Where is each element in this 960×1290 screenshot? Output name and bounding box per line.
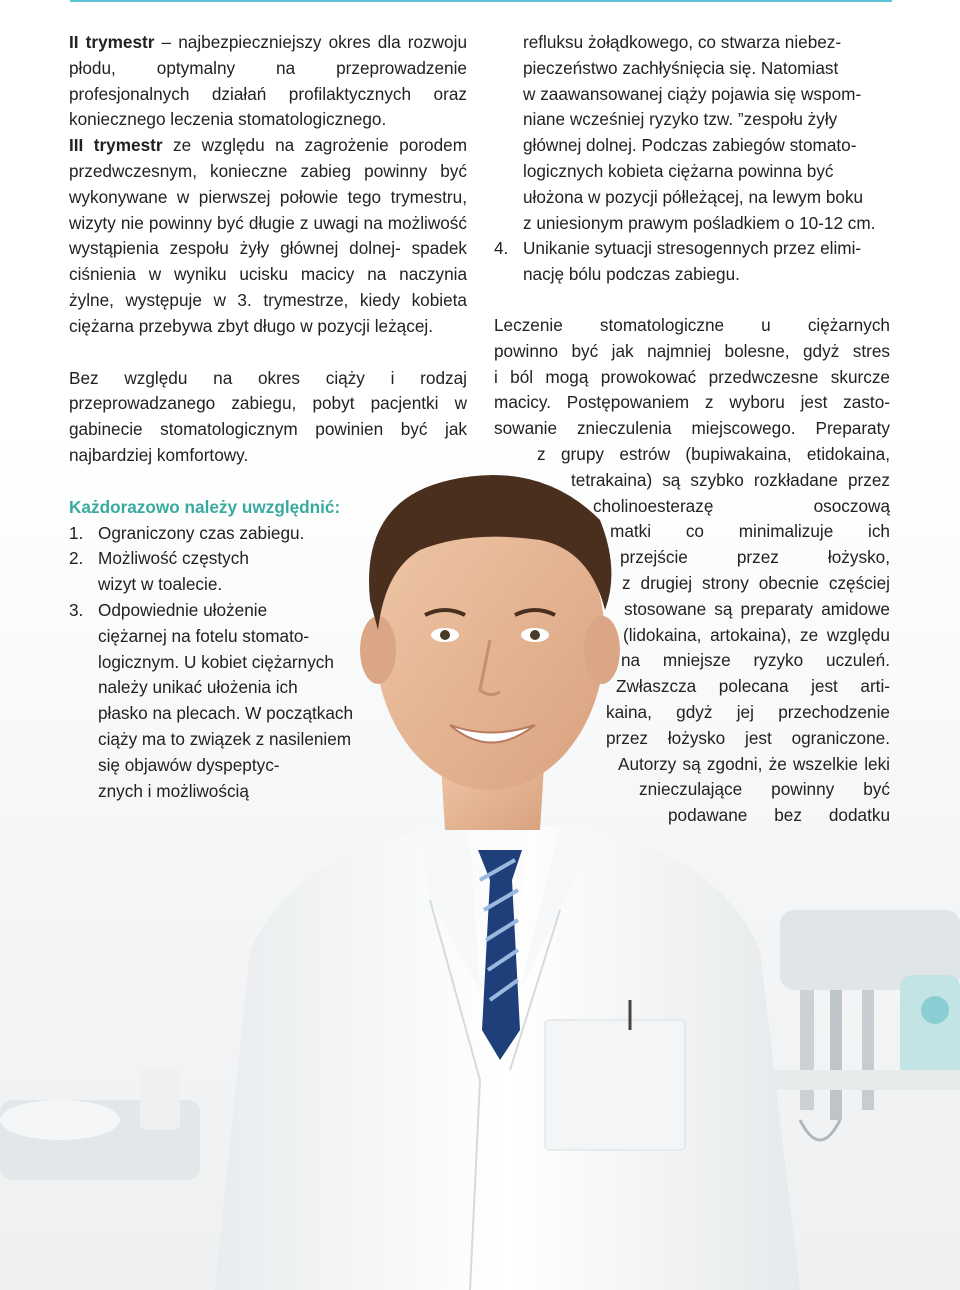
trimester-2-text: – najbezpieczniejszy okres dla rozwoju płodu, optymalny na przeprowadzenie profesjonalnych działań profilaktycznych oraz koniecznego leczenia stomatologicznego. — [69, 32, 467, 130]
continuation-line: z uniesionym prawym pośladkiem o 10-12 cm. — [523, 212, 876, 233]
paragraph-line: (lidokaina, artokaina), ze względu — [623, 624, 890, 645]
left-column — [69, 30, 467, 804]
trimester-3-label: III trymestr — [69, 135, 163, 156]
list-item — [494, 236, 890, 288]
list-item-line: wizyt w toalecie. — [98, 574, 223, 595]
continuation-line: pieczeństwo zachłyśnięcia się. Natomiast — [523, 57, 839, 78]
list-item-number: 4. — [494, 238, 509, 259]
paragraph-line: z drugiej strony obecnie częściej — [622, 572, 890, 593]
continuation-line: głównej dolnej. Podczas zabiegów stomato- — [523, 135, 857, 156]
paragraph-line: kaina, gdyż jej przechodzenie — [606, 701, 890, 722]
list-item-line: Możliwość częstych — [98, 548, 249, 569]
paragraph-comfort: Bez względu na okres ciąży i rodzaj przeprowadzanego zabiegu, pobyt pacjentki w gabinecie stomatologicznym powinien być jak najbardziej komfortowy. — [69, 367, 467, 465]
list-item-text: Ograniczony czas zabiegu. — [98, 522, 305, 543]
list-item-line: ciężarnej na fotelu stomato- — [98, 625, 310, 646]
paragraph-trimester-2 — [69, 30, 467, 133]
paragraph-line: macicy. Postępowaniem z wyboru jest zasto- — [494, 392, 890, 413]
trimester-2-label: II trymestr — [69, 32, 155, 52]
paragraph-anesthesia — [494, 313, 890, 829]
list-item-line: znych i możliwością — [98, 780, 249, 801]
right-column — [494, 30, 890, 829]
list-item-line: ciąży ma to związek z nasileniem — [98, 728, 352, 749]
considerations-list-continued — [494, 236, 890, 288]
list-item-line: Odpowiednie ułożenie — [98, 599, 268, 620]
continuation-line: ułożona w pozycji półleżącej, na lewym boku — [523, 186, 864, 207]
list-item-line: Unikanie sytuacji stresogennych przez elimi- — [523, 238, 862, 259]
list-item — [69, 598, 467, 804]
list-item-line: się objawów dyspeptyc- — [98, 754, 280, 775]
list-item-number: 2. — [69, 548, 84, 569]
list-item-number: 1. — [69, 522, 84, 543]
paragraph-line: z grupy estrów (bupiwakaina, etidokaina, — [537, 443, 890, 464]
paragraph-line: sowanie znieczulenia miejscowego. Preparaty — [494, 418, 890, 439]
paragraph-line: Leczenie stomatologiczne u ciężarnych — [494, 314, 890, 335]
paragraph-line: na mniejsze ryzyko uczuleń. — [621, 650, 890, 671]
paragraph-line: Zwłaszcza polecana jest arti- — [616, 676, 890, 697]
top-accent-rule — [70, 0, 892, 2]
continuation-line: w zaawansowanej ciąży pojawia się wspom- — [523, 83, 862, 104]
continuation-line: niane wcześniej ryzyko tzw. ”zespołu żyły — [523, 109, 838, 130]
list-item — [69, 546, 467, 598]
list-item-line: nację bólu podczas zabiegu. — [523, 264, 740, 285]
list-item-line: logicznym. U kobiet ciężarnych — [98, 651, 334, 672]
paragraph-line: przez łożysko jest ograniczone. — [606, 727, 890, 748]
paragraph-line: powinno być jak najmniej bolesne, gdyż stres — [494, 340, 890, 361]
item-3-continuation — [494, 30, 890, 236]
paragraph-line: i ból mogą prowokować przedwczesne skurcze — [494, 366, 890, 387]
paragraph-trimester-3 — [69, 133, 467, 339]
list-item — [69, 521, 467, 547]
paragraph-line: Autorzy są zgodni, że wszelkie leki — [618, 753, 890, 774]
paragraph-line: cholinoesterazę osoczową — [593, 495, 890, 516]
list-heading: Każdorazowo należy uwzględnić: — [69, 496, 341, 517]
continuation-line: logicznych kobieta ciężarna powinna być — [523, 160, 834, 181]
list-item-line: należy unikać ułożenia ich — [98, 677, 298, 698]
paragraph-line: przejście przez łożysko, — [620, 547, 890, 568]
paragraph-line: matki co minimalizuje ich — [610, 521, 890, 542]
paragraph-line: podawane bez dodatku — [668, 805, 890, 826]
list-item-line: płasko na plecach. W początkach — [98, 703, 354, 724]
list-item-number: 3. — [69, 599, 84, 620]
trimester-3-text: ze względu na zagrożenie porodem przedwczesnym, konieczne zabieg powinny być wykonywane w pierwszej połowie tego trymestru, wizyty nie powinny być długie z uwagi na możliwość wystąpienia zespołu żyły głównej dolnej- spadek ciśnienia w wyniku ucisku macicy na naczynia żylne, występuje w 3. trymestrze, kiedy kobieta ciężarna przebywa zbyt długo w pozycji leżącej. — [69, 135, 468, 336]
paragraph-line: znieczulające powinny być — [639, 779, 890, 800]
paragraph-line: stosowane są preparaty amidowe — [624, 598, 890, 619]
considerations-list — [69, 521, 467, 805]
paragraph-line: tetrakaina) są szybko rozkładane przez — [571, 469, 890, 490]
continuation-line: refluksu żołądkowego, co stwarza niebez- — [523, 32, 842, 52]
